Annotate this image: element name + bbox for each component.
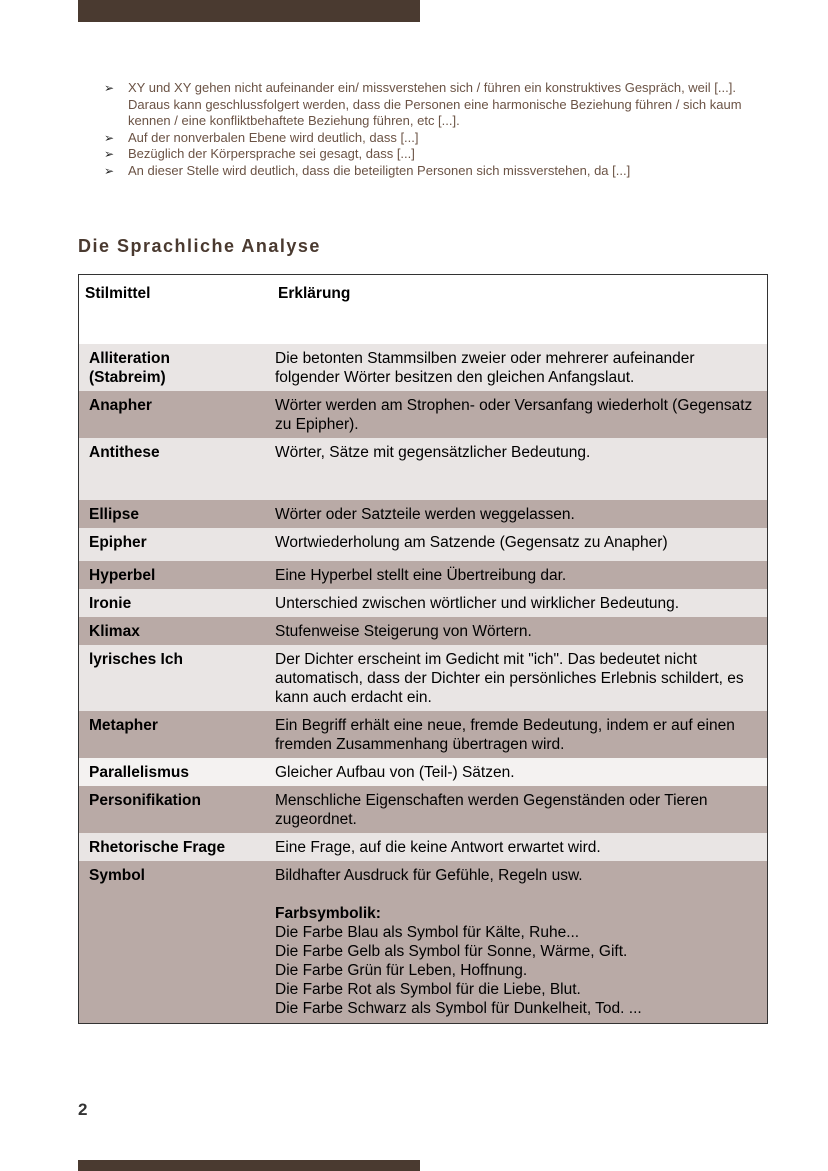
farbsymbolik-line: Die Farbe Gelb als Symbol für Sonne, Wärme, Gift. bbox=[275, 943, 628, 960]
table-row bbox=[79, 758, 767, 786]
term-cell: Rhetorische Frage bbox=[79, 833, 265, 861]
table-row bbox=[79, 645, 767, 711]
bullet-item: ➢ Auf der nonverbalen Ebene wird deutlich, dass [...] bbox=[104, 129, 419, 145]
explanation-cell: Unterschied zwischen wörtlicher und wirklicher Bedeutung. bbox=[265, 589, 767, 617]
term-cell: lyrisches Ich bbox=[79, 645, 265, 711]
explanation-cell: Wörter werden am Strophen- oder Versanfang wiederholt (Gegensatz zu Epipher). bbox=[265, 391, 767, 438]
stilmittel-table bbox=[78, 274, 768, 1024]
table-row bbox=[79, 589, 767, 617]
table-row bbox=[79, 711, 767, 758]
farbsymbolik-line: Die Farbe Rot als Symbol für die Liebe, Blut. bbox=[275, 981, 581, 998]
symbol-definition: Bildhafter Ausdruck für Gefühle, Regeln usw. bbox=[275, 867, 583, 884]
explanation-cell: Wörter, Sätze mit gegensätzlicher Bedeutung. bbox=[265, 438, 767, 500]
bullet-item: ➢ An dieser Stelle wird deutlich, dass die beteiligten Personen sich missverstehen, da [...] bbox=[104, 162, 631, 178]
table-row bbox=[79, 391, 767, 438]
explanation-cell bbox=[265, 861, 767, 1023]
term-cell: Symbol bbox=[79, 861, 265, 1023]
farbsymbolik-line: Die Farbe Blau als Symbol für Kälte, Ruhe... bbox=[275, 924, 580, 941]
table-row bbox=[79, 528, 767, 561]
term-cell: Parallelismus bbox=[79, 758, 265, 786]
bullet-item: ➢ XY und XY gehen nicht aufeinander ein/ missverstehen sich / führen ein konstruktives Gespräch, weil [...]. Daraus kann geschlussfolgert werden, dass die Personen eine harmonische Beziehung führen / sich kaum kennen / eine konfliktbehaftete Beziehung führen, etc [...]. bbox=[104, 80, 742, 128]
term-cell: Ellipse bbox=[79, 500, 265, 528]
farbsymbolik-line: Die Farbe Schwarz als Symbol für Dunkelheit, Tod. ... bbox=[275, 1000, 642, 1017]
arrow-bullet-icon: ➢ bbox=[104, 81, 115, 95]
column-header-stilmittel: Stilmittel bbox=[79, 275, 265, 344]
table-header-row bbox=[79, 275, 767, 344]
table-row-symbol bbox=[79, 861, 767, 1023]
term-cell: Epipher bbox=[79, 528, 265, 561]
table-row bbox=[79, 833, 767, 861]
explanation-cell: Wortwiederholung am Satzende (Gegensatz zu Anapher) bbox=[265, 528, 767, 561]
table-row bbox=[79, 344, 767, 391]
explanation-cell: Menschliche Eigenschaften werden Gegenständen oder Tieren zugeordnet. bbox=[265, 786, 767, 833]
bullet-item: ➢ Bezüglich der Körpersprache sei gesagt, dass [...] bbox=[104, 146, 415, 161]
explanation-cell: Ein Begriff erhält eine neue, fremde Bedeutung, indem er auf einen fremden Zusammenhang übertragen wird. bbox=[265, 711, 767, 758]
farbsymbolik-line: Die Farbe Grün für Leben, Hoffnung. bbox=[275, 962, 528, 979]
term-cell: Metapher bbox=[79, 711, 265, 758]
term-cell: Klimax bbox=[79, 617, 265, 645]
explanation-cell: Eine Frage, auf die keine Antwort erwartet wird. bbox=[265, 833, 767, 861]
column-header-erklaerung: Erklärung bbox=[265, 275, 767, 344]
explanation-cell: Die betonten Stammsilben zweier oder mehrerer aufeinander folgender Wörter besitzen den gleichen Anfangslaut. bbox=[265, 344, 767, 391]
table-row bbox=[79, 617, 767, 645]
header-bar bbox=[78, 0, 420, 22]
arrow-bullet-icon: ➢ bbox=[104, 163, 115, 178]
term-cell: Personifikation bbox=[79, 786, 265, 833]
table-row bbox=[79, 786, 767, 833]
term-cell: Alliteration (Stabreim) bbox=[79, 344, 265, 391]
footer-bar bbox=[78, 1160, 420, 1171]
table-row bbox=[79, 438, 767, 500]
term-cell: Hyperbel bbox=[79, 561, 265, 589]
term-cell: Antithese bbox=[79, 438, 265, 500]
farbsymbolik-heading: Farbsymbolik: bbox=[275, 905, 381, 922]
explanation-cell: Wörter oder Satzteile werden weggelassen. bbox=[265, 500, 767, 528]
term-cell: Ironie bbox=[79, 589, 265, 617]
explanation-cell: Gleicher Aufbau von (Teil-) Sätzen. bbox=[265, 758, 767, 786]
bullet-list bbox=[104, 80, 744, 179]
explanation-cell: Stufenweise Steigerung von Wörtern. bbox=[265, 617, 767, 645]
table-row bbox=[79, 500, 767, 528]
arrow-bullet-icon: ➢ bbox=[104, 130, 115, 145]
explanation-cell: Der Dichter erscheint im Gedicht mit "ich". Das bedeutet nicht automatisch, dass der Dichter ein persönliches Erlebnis schildert, es kann auch erdacht ein. bbox=[265, 645, 767, 711]
page-number: 2 bbox=[78, 1100, 88, 1119]
table-row bbox=[79, 561, 767, 589]
term-cell: Anapher bbox=[79, 391, 265, 438]
section-title: Die Sprachliche Analyse bbox=[78, 236, 321, 256]
arrow-bullet-icon: ➢ bbox=[104, 147, 115, 161]
explanation-cell: Eine Hyperbel stellt eine Übertreibung dar. bbox=[265, 561, 767, 589]
